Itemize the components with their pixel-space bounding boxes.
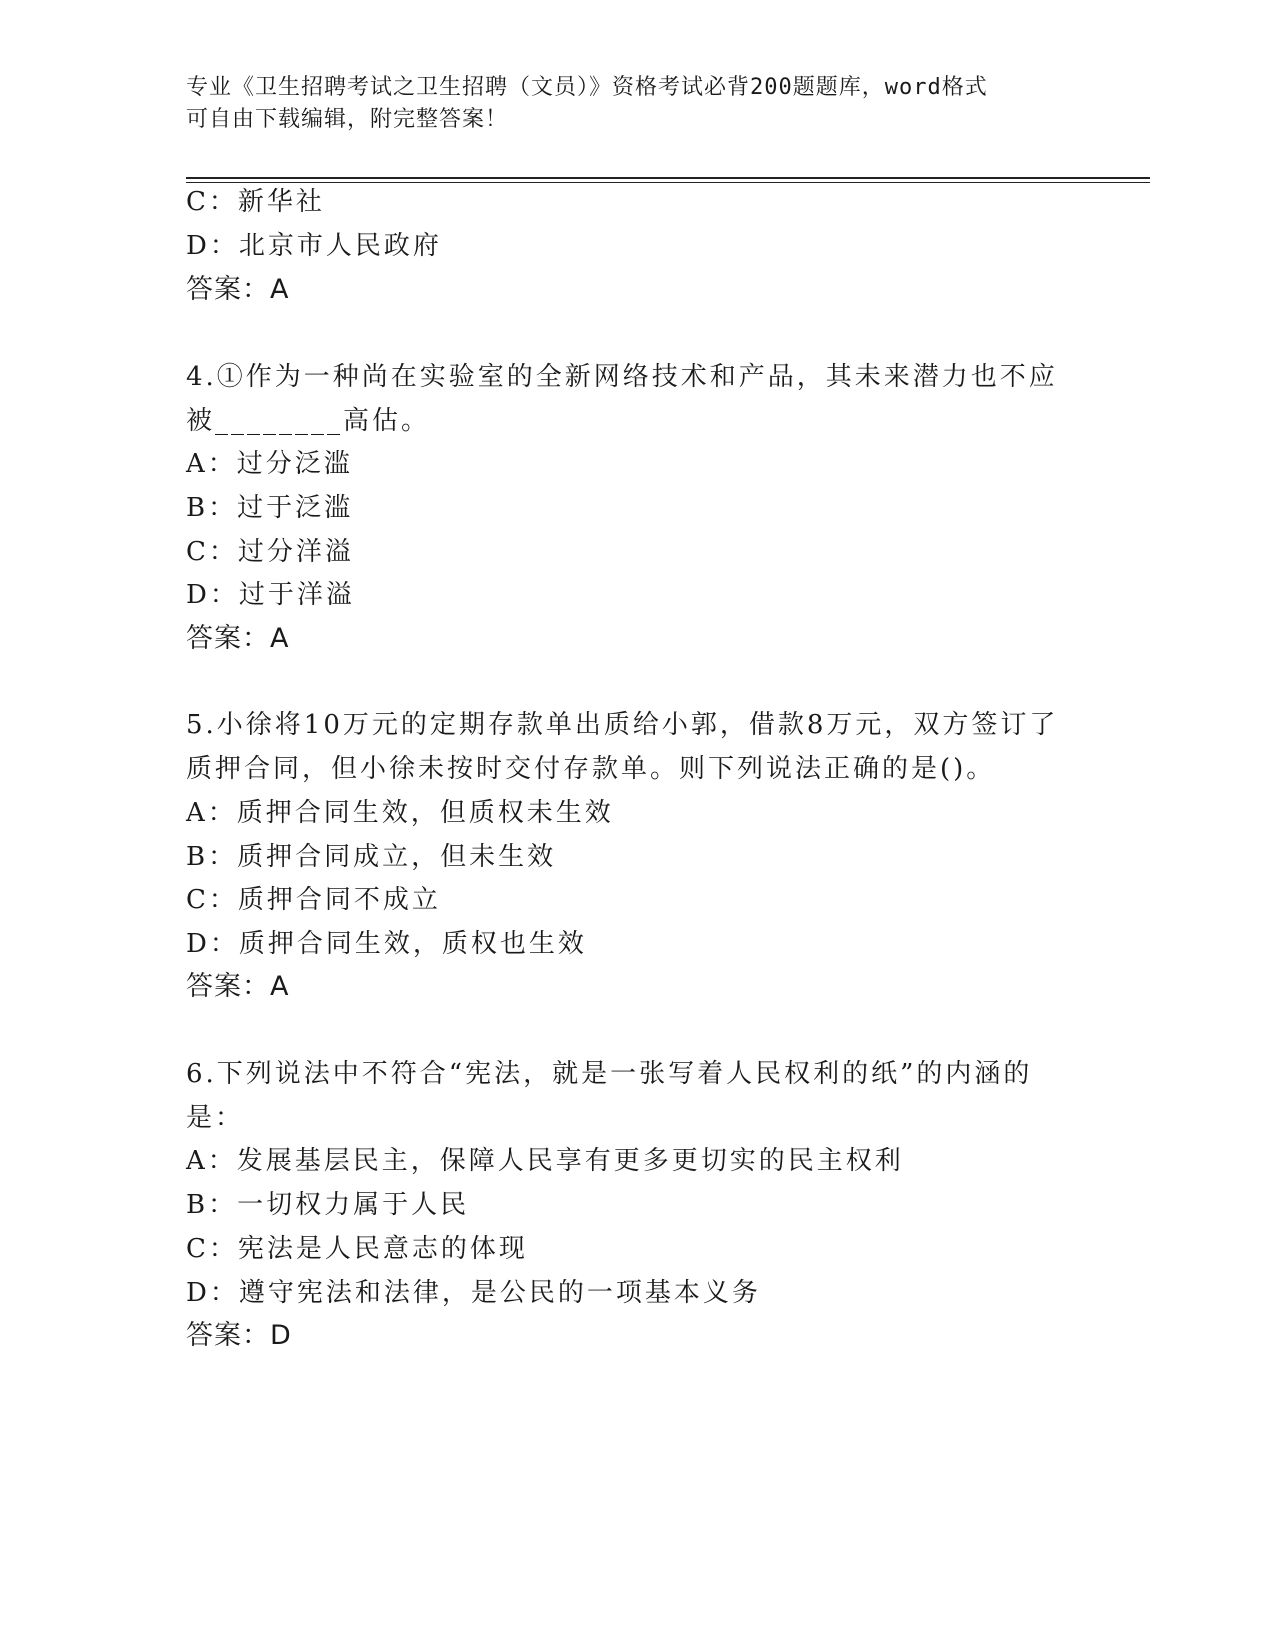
q4-stem-line-2: 被________高估。 [186,406,431,436]
header-line-1: 专业《卫生招聘考试之卫生招聘（文员）》资格考试必背200题题库，word格式 [186,75,988,100]
q5-stem-line-1: 5.小徐将10万元的定期存款单出质给小郭，借款8万元，双方签订了 [186,710,1059,740]
q4-stem-line-1: 4.①作为一种尚在实验室的全新网络技术和产品，其未来潜力也不应 [186,362,1058,392]
header-rule-thick [186,177,1150,179]
q6-option-d: D：遵守宪法和法律，是公民的一项基本义务 [186,1278,761,1308]
header-line-2: 可自由下载编辑，附完整答案！ [186,107,509,132]
document-header [186,72,1066,136]
q5-option-d: D：质押合同生效，质权也生效 [186,929,587,959]
prev-answer: 答案：A [186,274,290,305]
q4-answer: 答案：A [186,623,290,654]
q5-option-b: B：质押合同成立，但未生效 [186,842,557,872]
q4-option-d: D：过于洋溢 [186,580,355,610]
prev-option-d: D：北京市人民政府 [186,231,442,261]
q4-option-b: B：过于泛滥 [186,493,354,523]
q6-stem-line-1: 6.下列说法中不符合“宪法，就是一张写着人民权利的纸”的内涵的 [186,1059,1033,1089]
q5-answer: 答案：A [186,971,290,1002]
q6-option-c: C：宪法是人民意志的体现 [186,1234,528,1264]
header-rule-thin [186,182,1150,183]
q6-option-b: B：一切权力属于人民 [186,1190,470,1220]
prev-option-c: C：新华社 [186,187,325,217]
q5-stem-line-2: 质押合同，但小徐未按时交付存款单。则下列说法正确的是()。 [186,754,996,784]
q4-option-a: A：过分泛滥 [186,449,353,479]
q6-stem-line-2: 是： [186,1103,245,1133]
q5-option-c: C：质押合同不成立 [186,885,441,915]
q4-option-c: C：过分洋溢 [186,537,354,567]
q6-answer: 答案：D [186,1320,292,1351]
q6-option-a: A：发展基层民主，保障人民享有更多更切实的民主权利 [186,1146,904,1176]
q5-option-a: A：质押合同生效，但质权未生效 [186,798,614,828]
